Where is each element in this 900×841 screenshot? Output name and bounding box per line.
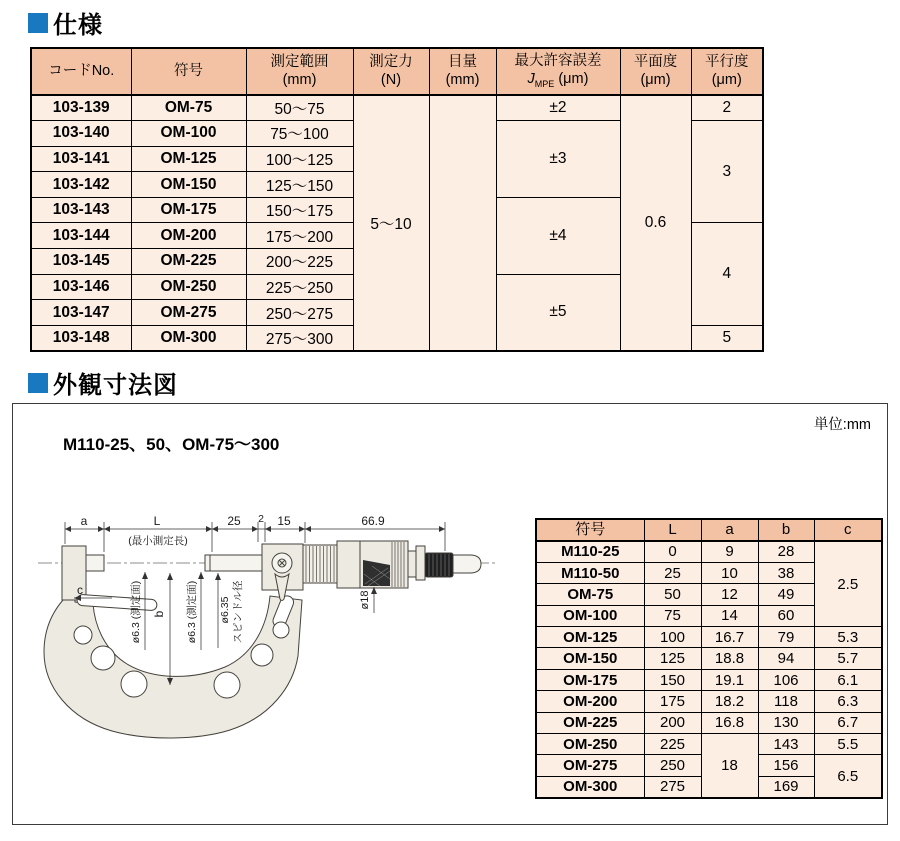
table-cell: OM-125 xyxy=(131,146,246,172)
lock-assembly xyxy=(262,544,303,601)
table-cell: 94 xyxy=(758,648,814,669)
table-cell: OM-275 xyxy=(536,755,644,776)
table-cell: 3 xyxy=(691,121,763,223)
spec-section-title xyxy=(28,5,103,40)
spindle-face-dia-label: ø6.3 (測定面) xyxy=(186,580,198,644)
table-row xyxy=(536,627,882,648)
table-cell: OM-75 xyxy=(131,95,246,121)
table-cell: 106 xyxy=(758,669,814,690)
column-header: 符号 xyxy=(131,48,246,95)
table-cell: 18 xyxy=(701,734,758,798)
table-row xyxy=(536,648,882,669)
dim-a-label: a xyxy=(80,514,88,528)
table-cell: OM-175 xyxy=(131,197,246,223)
column-header: 符号 xyxy=(536,519,644,541)
table-cell: 14 xyxy=(701,605,758,626)
dims-section-title-text: 外観寸法図 xyxy=(53,372,178,399)
table-cell: OM-250 xyxy=(131,274,246,300)
table-cell: 5 xyxy=(691,325,763,351)
table-cell: 175 xyxy=(644,691,701,712)
table-cell: 5〜10 xyxy=(353,95,429,351)
table-cell: OM-100 xyxy=(536,605,644,626)
spec-table xyxy=(30,47,764,352)
column-header: L xyxy=(644,519,701,541)
table-cell: 103-147 xyxy=(31,300,131,326)
table-cell: 10 xyxy=(701,562,758,583)
table-cell: 103-143 xyxy=(31,197,131,223)
table-cell: 16.7 xyxy=(701,627,758,648)
table-row xyxy=(31,95,763,121)
table-cell: 103-142 xyxy=(31,172,131,198)
table-cell: 25 xyxy=(644,562,701,583)
table-cell: 18.2 xyxy=(701,691,758,712)
table-cell: 103-144 xyxy=(31,223,131,249)
table-cell xyxy=(429,95,496,351)
end-rod xyxy=(453,555,481,573)
spindle-dia-label: ø6.35 xyxy=(219,596,231,624)
table-cell: M110-25 xyxy=(536,541,644,562)
table-cell: 2 xyxy=(691,95,763,121)
table-cell: 38 xyxy=(758,562,814,583)
table-cell: OM-300 xyxy=(536,776,644,797)
section-marker-icon xyxy=(28,13,48,33)
table-cell: 103-145 xyxy=(31,249,131,275)
table-cell: OM-150 xyxy=(131,172,246,198)
table-cell: OM-150 xyxy=(536,648,644,669)
table-cell: M110-50 xyxy=(536,562,644,583)
column-header: コードNo. xyxy=(31,48,131,95)
column-header: b xyxy=(758,519,814,541)
table-cell: 28 xyxy=(758,541,814,562)
spindle xyxy=(205,555,262,571)
table-cell: 103-146 xyxy=(31,274,131,300)
table-cell: 250〜275 xyxy=(246,300,353,326)
anvil-face-dia-label: ø6.3 (測定面) xyxy=(130,580,142,644)
min-length-label: (最小測定長) xyxy=(128,535,188,547)
table-row xyxy=(536,669,882,690)
table-cell: 103-140 xyxy=(31,121,131,147)
table-cell: 125〜150 xyxy=(246,172,353,198)
table-cell: 79 xyxy=(758,627,814,648)
table-cell: 75 xyxy=(644,605,701,626)
table-cell: 50 xyxy=(644,584,701,605)
table-cell: 49 xyxy=(758,584,814,605)
thimble xyxy=(337,541,408,588)
table-cell: 60 xyxy=(758,605,814,626)
table-cell: 150 xyxy=(644,669,701,690)
column-header: 測定範囲 (mm) xyxy=(246,48,353,95)
dim-669-label: 66.9 xyxy=(361,514,385,528)
table-cell: 150〜175 xyxy=(246,197,353,223)
table-cell: 18.8 xyxy=(701,648,758,669)
table-cell: OM-250 xyxy=(536,734,644,755)
ratchet-assembly xyxy=(408,546,481,580)
table-cell: OM-275 xyxy=(131,300,246,326)
table-row xyxy=(536,541,882,562)
table-cell: 4 xyxy=(691,223,763,325)
table-cell: 250 xyxy=(644,755,701,776)
column-header: 平面度 (μm) xyxy=(620,48,691,95)
table-cell: 156 xyxy=(758,755,814,776)
table-cell: 6.7 xyxy=(814,712,882,733)
spindle-dia-text: スピンドル径 xyxy=(232,580,244,644)
table-cell: 200 xyxy=(644,712,701,733)
column-header: 平行度 (μm) xyxy=(691,48,763,95)
table-cell: 125 xyxy=(644,648,701,669)
dim-L-label: L xyxy=(153,514,161,528)
table-cell: 100 xyxy=(644,627,701,648)
dim-2-label: 2 xyxy=(258,513,264,525)
table-cell: 175〜200 xyxy=(246,223,353,249)
table-cell: 50〜75 xyxy=(246,95,353,121)
thimble-dia-label: ø18 xyxy=(359,590,371,610)
table-cell: OM-175 xyxy=(536,669,644,690)
table-cell: ±3 xyxy=(496,121,620,198)
table-cell: 169 xyxy=(758,776,814,797)
table-cell: 6.5 xyxy=(814,755,882,798)
table-cell: OM-200 xyxy=(536,691,644,712)
table-cell: OM-300 xyxy=(131,325,246,351)
dims-section-title xyxy=(28,365,178,400)
table-cell: ±2 xyxy=(496,95,620,121)
table-cell: 2.5 xyxy=(814,541,882,627)
anvil-tip xyxy=(86,555,104,571)
table-cell: 5.7 xyxy=(814,648,882,669)
sleeve xyxy=(303,545,337,583)
table-cell: OM-125 xyxy=(536,627,644,648)
table-cell: 0 xyxy=(644,541,701,562)
table-cell: OM-225 xyxy=(536,712,644,733)
table-cell: 19.1 xyxy=(701,669,758,690)
table-cell: OM-200 xyxy=(131,223,246,249)
table-cell: 275 xyxy=(644,776,701,797)
table-cell: 9 xyxy=(701,541,758,562)
table-cell: 225〜250 xyxy=(246,274,353,300)
table-cell: OM-75 xyxy=(536,584,644,605)
table-cell: 200〜225 xyxy=(246,249,353,275)
column-header: 目量 (mm) xyxy=(429,48,496,95)
spec-section-title-text: 仕様 xyxy=(53,12,103,39)
table-cell: 225 xyxy=(644,734,701,755)
dim-c-label: c xyxy=(77,583,83,597)
table-cell: 103-139 xyxy=(31,95,131,121)
table-cell: 103-141 xyxy=(31,146,131,172)
table-cell: 130 xyxy=(758,712,814,733)
unit-label: 単位:mm xyxy=(813,417,871,433)
column-header: a xyxy=(701,519,758,541)
table-cell: 275〜300 xyxy=(246,325,353,351)
table-cell: ±5 xyxy=(496,274,620,351)
section-marker-icon xyxy=(28,373,48,393)
table-cell: 5.3 xyxy=(814,627,882,648)
micrometer-drawing xyxy=(30,500,530,810)
dim-15-label: 15 xyxy=(277,514,291,528)
table-row xyxy=(536,712,882,733)
table-row xyxy=(536,691,882,712)
table-cell: OM-100 xyxy=(131,121,246,147)
table-row xyxy=(536,734,882,755)
dimension-table xyxy=(535,518,883,799)
table-cell: 16.8 xyxy=(701,712,758,733)
table-cell: 118 xyxy=(758,691,814,712)
table-cell: ±4 xyxy=(496,197,620,274)
table-cell: OM-225 xyxy=(131,249,246,275)
table-cell: 75〜100 xyxy=(246,121,353,147)
column-header: 測定力 (N) xyxy=(353,48,429,95)
column-header: c xyxy=(814,519,882,541)
table-cell: 143 xyxy=(758,734,814,755)
table-cell: 6.1 xyxy=(814,669,882,690)
dim-b-label: b xyxy=(152,610,166,618)
column-header: 最大許容誤差 $J_{MPE}$ (μm) xyxy=(496,48,620,95)
table-cell: 6.3 xyxy=(814,691,882,712)
model-range-label: M110-25、50、OM-75〜300 xyxy=(63,435,280,454)
table-cell: 103-148 xyxy=(31,325,131,351)
table-cell: 5.5 xyxy=(814,734,882,755)
dim-25-label: 25 xyxy=(227,514,241,528)
table-cell: 100〜125 xyxy=(246,146,353,172)
table-cell: 0.6 xyxy=(620,95,691,351)
table-cell: 12 xyxy=(701,584,758,605)
